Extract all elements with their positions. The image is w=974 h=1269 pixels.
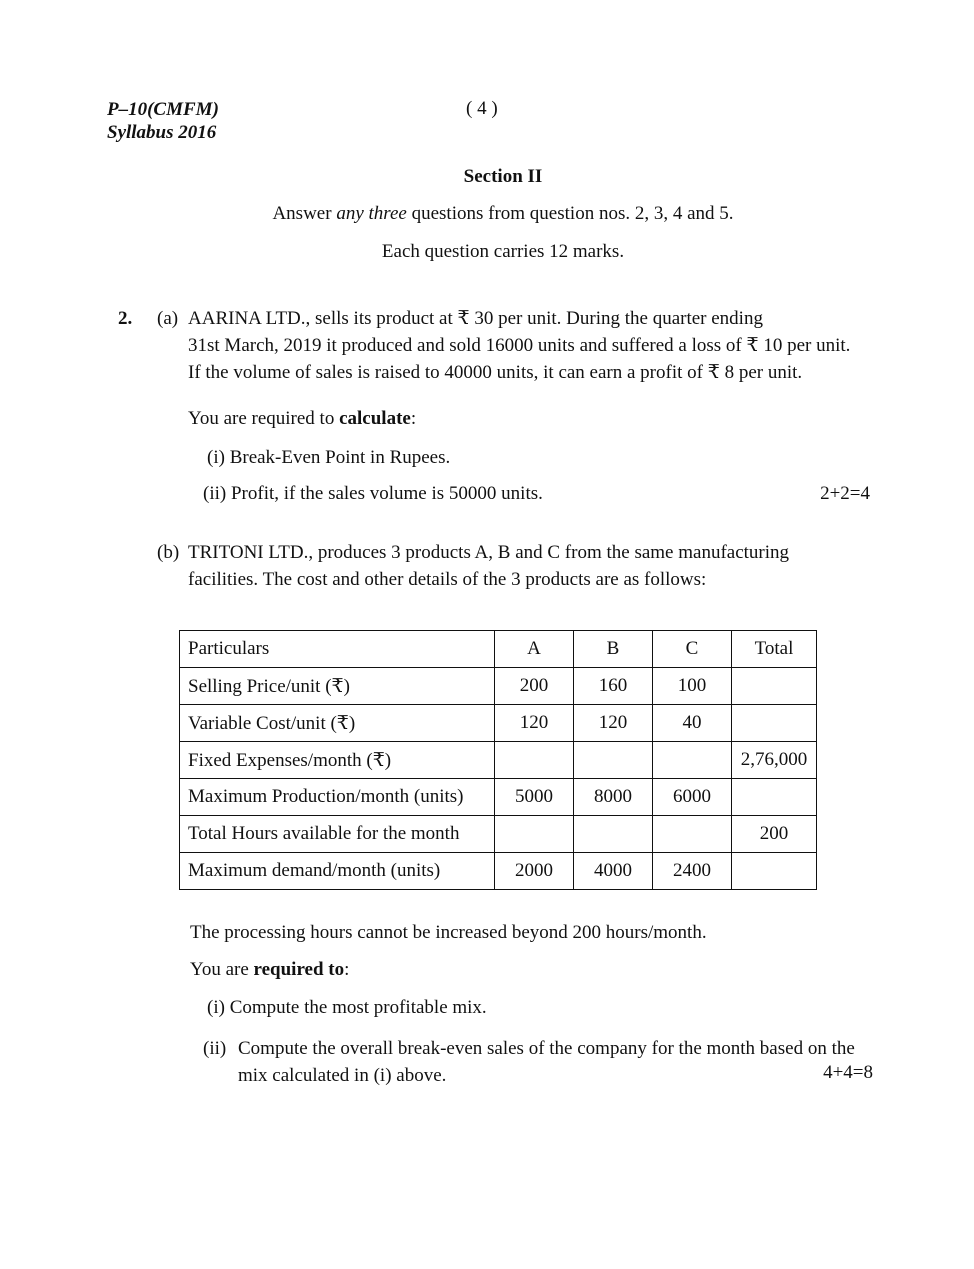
instruction-text: Answer [272, 203, 337, 224]
table-row [180, 742, 817, 779]
instruction-text: questions from question nos. 2, 3, 4 and 5. [406, 203, 734, 224]
text-line: If the volume of sales is raised to 40000 units, it can earn a profit of ₹ 8 per unit. [188, 362, 803, 383]
table-cell: 100 [653, 668, 732, 705]
paper-header [107, 98, 219, 144]
sub-question-number: (i) [207, 997, 225, 1018]
table-cell: 8000 [574, 779, 653, 816]
sub-question-text: Compute the most profitable mix. [229, 997, 487, 1018]
table-header-cell: Particulars [180, 631, 495, 668]
table-row [180, 668, 817, 705]
table-cell: Maximum demand/month (units) [180, 853, 495, 890]
required-text: : [410, 408, 417, 429]
table-cell: 160 [574, 668, 653, 705]
table-row [180, 816, 817, 853]
table-header-cell: C [653, 631, 732, 668]
table-cell [732, 779, 817, 816]
syllabus-year: Syllabus 2016 [107, 122, 217, 143]
sub-question-text: Profit, if the sales volume is 50000 units. [230, 483, 543, 504]
table-header-cell: A [495, 631, 574, 668]
table-cell: Fixed Expenses/month (₹) [180, 742, 495, 779]
table-cell: Selling Price/unit (₹) [180, 668, 495, 705]
table-cell [653, 816, 732, 853]
required-text: : [344, 959, 350, 980]
table-cell [653, 742, 732, 779]
question-2b-text [157, 539, 870, 593]
table-cell: 6000 [653, 779, 732, 816]
table-cell: 120 [495, 705, 574, 742]
table-cell [574, 742, 653, 779]
sub-question-text: Compute the overall break-even sales of the company for the month based on the [238, 1038, 855, 1059]
required-statement [188, 408, 416, 430]
sub-question [207, 997, 487, 1019]
marks-allocation: 4+4=8 [823, 1062, 873, 1083]
table-cell: 2,76,000 [732, 742, 817, 779]
text-line: TRITONI LTD., produces 3 products A, B and C from the same manufacturing [188, 542, 790, 563]
table-cell: 2400 [653, 853, 732, 890]
table-cell [495, 742, 574, 779]
table-header-cell: Total [732, 631, 817, 668]
required-bold: required to [253, 959, 345, 980]
sub-question [203, 1035, 873, 1089]
table-row [180, 853, 817, 890]
section-title: Section II [463, 166, 543, 187]
table-row [180, 779, 817, 816]
sub-question-number: (ii) [203, 483, 227, 504]
sub-question [207, 447, 450, 469]
table-cell: 5000 [495, 779, 574, 816]
page-number: ( 4 ) [466, 98, 498, 119]
table-cell: 120 [574, 705, 653, 742]
table-cell: 4000 [574, 853, 653, 890]
product-cost-table [179, 630, 817, 890]
sub-question-text: Break-Even Point in Rupees. [229, 447, 451, 468]
table-row [180, 705, 817, 742]
text-line: facilities. The cost and other details of the 3 products are as follows: [188, 569, 707, 590]
table-cell: Maximum Production/month (units) [180, 779, 495, 816]
marks-instruction: Each question carries 12 marks. [381, 241, 625, 262]
question-number: 2. [118, 308, 133, 329]
table-cell [732, 853, 817, 890]
constraint-note: The processing hours cannot be increased beyond 200 hours/month. [190, 922, 707, 943]
table-cell: 40 [653, 705, 732, 742]
table-cell: 200 [495, 668, 574, 705]
table-cell: 200 [732, 816, 817, 853]
part-label: (a) [157, 308, 179, 329]
instruction-emphasis: any three [336, 203, 407, 224]
table-cell: Total Hours available for the month [180, 816, 495, 853]
table-cell [732, 705, 817, 742]
sub-question-text: mix calculated in (i) above. [238, 1065, 447, 1086]
question-2a-text [157, 305, 870, 386]
sub-question [203, 483, 543, 505]
required-text: You are [190, 959, 254, 980]
paper-code: P–10(CMFM) [107, 99, 219, 120]
required-text: You are required to [188, 408, 340, 429]
required-bold: calculate [339, 408, 411, 429]
table-cell: Variable Cost/unit (₹) [180, 705, 495, 742]
section-instruction [16, 203, 974, 225]
sub-question-number: (i) [207, 447, 225, 468]
part-label: (b) [157, 542, 180, 563]
text-line: AARINA LTD., sells its product at ₹ 30 per unit. During the quarter ending [188, 308, 763, 329]
table-header-cell: B [574, 631, 653, 668]
marks-allocation: 2+2=4 [820, 483, 870, 504]
table-cell [574, 816, 653, 853]
table-cell: 2000 [495, 853, 574, 890]
text-line: 31st March, 2019 it produced and sold 16000 units and suffered a loss of ₹ 10 per unit. [188, 335, 851, 356]
table-cell [732, 668, 817, 705]
required-statement [190, 959, 349, 981]
table-cell [495, 816, 574, 853]
sub-question-number: (ii) [203, 1038, 227, 1059]
table-header-row [180, 631, 817, 668]
